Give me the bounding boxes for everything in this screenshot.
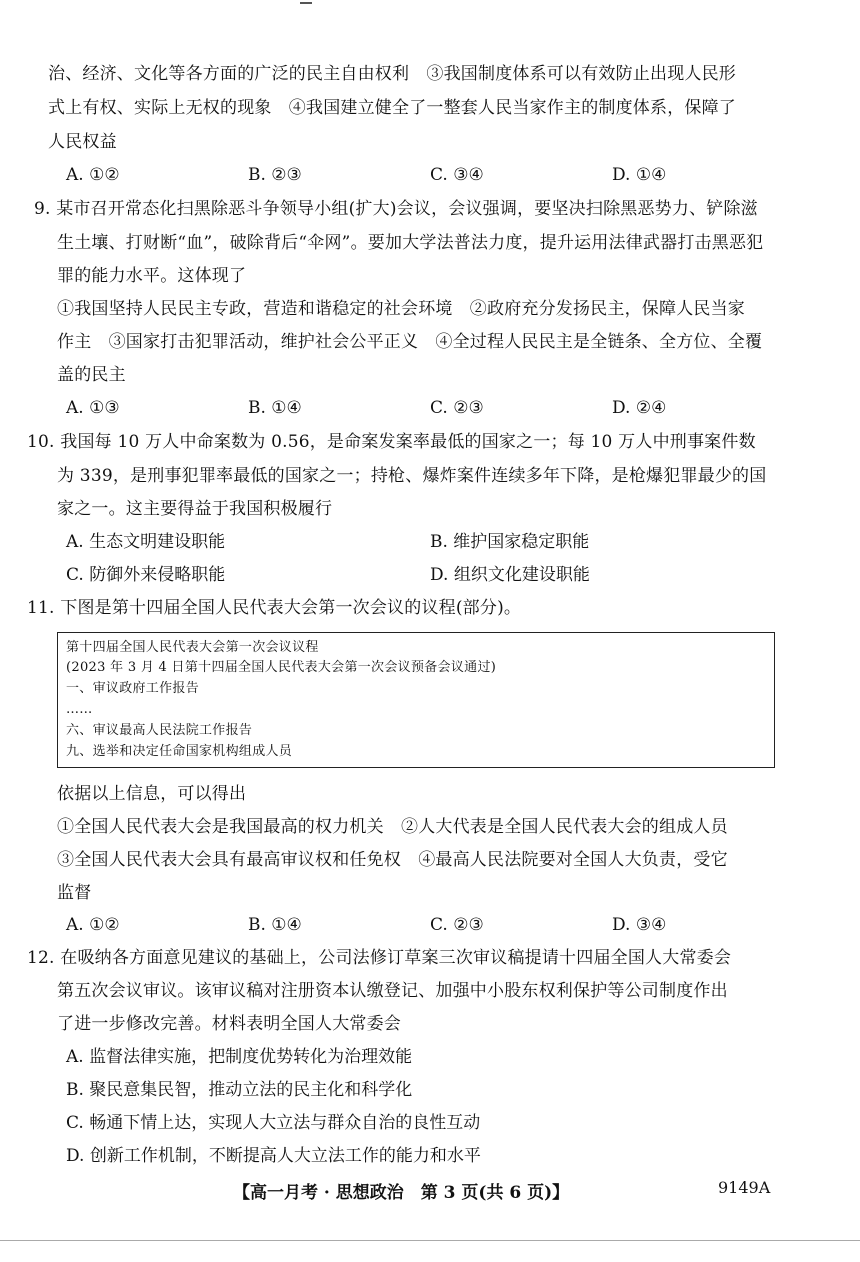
top-rule bbox=[300, 2, 312, 4]
agenda-ellipsis: …… bbox=[66, 702, 93, 717]
q9-option-a: A. ①③ bbox=[66, 398, 120, 418]
q11-line-4: ③全国人民代表大会具有最高审议权和任免权 ④最高人民法院要对全国人大负责，受它 bbox=[57, 850, 728, 870]
q12-option-b: B. 聚民意集民智，推动立法的民主化和科学化 bbox=[66, 1080, 413, 1100]
q11-line-5: 监督 bbox=[57, 883, 92, 903]
q10-option-c: C. 防御外来侵略职能 bbox=[66, 565, 226, 585]
q11-line-2: 依据以上信息，可以得出 bbox=[57, 784, 247, 804]
paper-code: 9149A bbox=[718, 1178, 771, 1197]
q12-option-a: A. 监督法律实施，把制度优势转化为治理效能 bbox=[66, 1047, 413, 1067]
q8-line-3: 人民权益 bbox=[48, 132, 117, 152]
agenda-note: (2023 年 3 月 4 日第十四届全国人民代表大会第一次会议预备会议通过) bbox=[66, 660, 497, 675]
agenda-box bbox=[57, 632, 775, 768]
q9-line-1: 9. 某市召开常态化扫黑除恶斗争领导小组(扩大)会议，会议强调，要坚决扫除黑恶势力、铲除滋 bbox=[34, 199, 758, 219]
page-footer: 【高一月考 · 思想政治 第 3 页(共 6 页)】 bbox=[233, 1183, 570, 1203]
q10-option-d: D. 组织文化建设职能 bbox=[430, 565, 590, 585]
q8-option-b: B. ②③ bbox=[248, 165, 302, 185]
q11-option-d: D. ③④ bbox=[612, 915, 667, 935]
q10-option-b: B. 维护国家稳定职能 bbox=[430, 532, 590, 552]
q8-option-c: C. ③④ bbox=[430, 165, 484, 185]
q12-line-1: 12. 在吸纳各方面意见建议的基础上，公司法修订草案三次审议稿提请十四届全国人大常委会 bbox=[27, 948, 732, 968]
agenda-title: 第十四届全国人民代表大会第一次会议议程 bbox=[66, 640, 319, 655]
agenda-item-1: 一、审议政府工作报告 bbox=[66, 681, 200, 696]
agenda-item-6: 六、审议最高人民法院工作报告 bbox=[66, 723, 253, 738]
q9-line-2: 生土壤、打财断“血”，破除背后“伞网”。要加大学法普法力度，提升运用法律武器打击黑恶犯 bbox=[57, 233, 764, 253]
q12-option-d: D. 创新工作机制，不断提高人大立法工作的能力和水平 bbox=[66, 1146, 481, 1166]
q9-option-c: C. ②③ bbox=[430, 398, 484, 418]
q9-line-3: 罪的能力水平。这体现了 bbox=[57, 266, 247, 286]
bottom-rule bbox=[0, 1240, 860, 1241]
q11-line-3: ①全国人民代表大会是我国最高的权力机关 ②人大代表是全国人民代表大会的组成人员 bbox=[57, 817, 728, 837]
q9-line-6: 盖的民主 bbox=[57, 365, 126, 385]
q11-option-c: C. ②③ bbox=[430, 915, 484, 935]
q11-line-1: 11. 下图是第十四届全国人民代表大会第一次会议的议程(部分)。 bbox=[27, 598, 522, 618]
q8-line-1: 治、经济、文化等各方面的广泛的民主自由权利 ③我国制度体系可以有效防止出现人民形 bbox=[48, 64, 736, 84]
agenda-item-9: 九、选举和决定任命国家机构组成人员 bbox=[66, 744, 293, 759]
q8-option-d: D. ①④ bbox=[612, 165, 667, 185]
q11-option-b: B. ①④ bbox=[248, 915, 302, 935]
q10-line-3: 家之一。这主要得益于我国积极履行 bbox=[57, 499, 333, 519]
q9-option-d: D. ②④ bbox=[612, 398, 667, 418]
q10-option-a: A. 生态文明建设职能 bbox=[66, 532, 226, 552]
q9-line-5: 作主 ③国家打击犯罪活动，维护社会公平正义 ④全过程人民民主是全链条、全方位、全覆 bbox=[57, 332, 763, 352]
q8-line-2: 式上有权、实际上无权的现象 ④我国建立健全了一整套人民当家作主的制度体系，保障了 bbox=[48, 98, 736, 118]
q10-line-1: 10. 我国每 10 万人中命案数为 0.56，是命案发案率最低的国家之一；每 10 万人中刑事案件数 bbox=[27, 432, 756, 452]
q9-line-4: ①我国坚持人民民主专政，营造和谐稳定的社会环境 ②政府充分发扬民主，保障人民当家 bbox=[57, 299, 745, 319]
q12-line-2: 第五次会议审议。该审议稿对注册资本认缴登记、加强中小股东权利保护等公司制度作出 bbox=[57, 981, 728, 1001]
q9-option-b: B. ①④ bbox=[248, 398, 302, 418]
q10-line-2: 为 339，是刑事犯罪率最低的国家之一；持枪、爆炸案件连续多年下降，是枪爆犯罪最少的国 bbox=[57, 466, 767, 486]
q11-option-a: A. ①② bbox=[66, 915, 120, 935]
q12-line-3: 了进一步修改完善。材料表明全国人大常委会 bbox=[57, 1014, 401, 1034]
q8-option-a: A. ①② bbox=[66, 165, 120, 185]
q12-option-c: C. 畅通下情上达，实现人大立法与群众自治的良性互动 bbox=[66, 1113, 481, 1133]
